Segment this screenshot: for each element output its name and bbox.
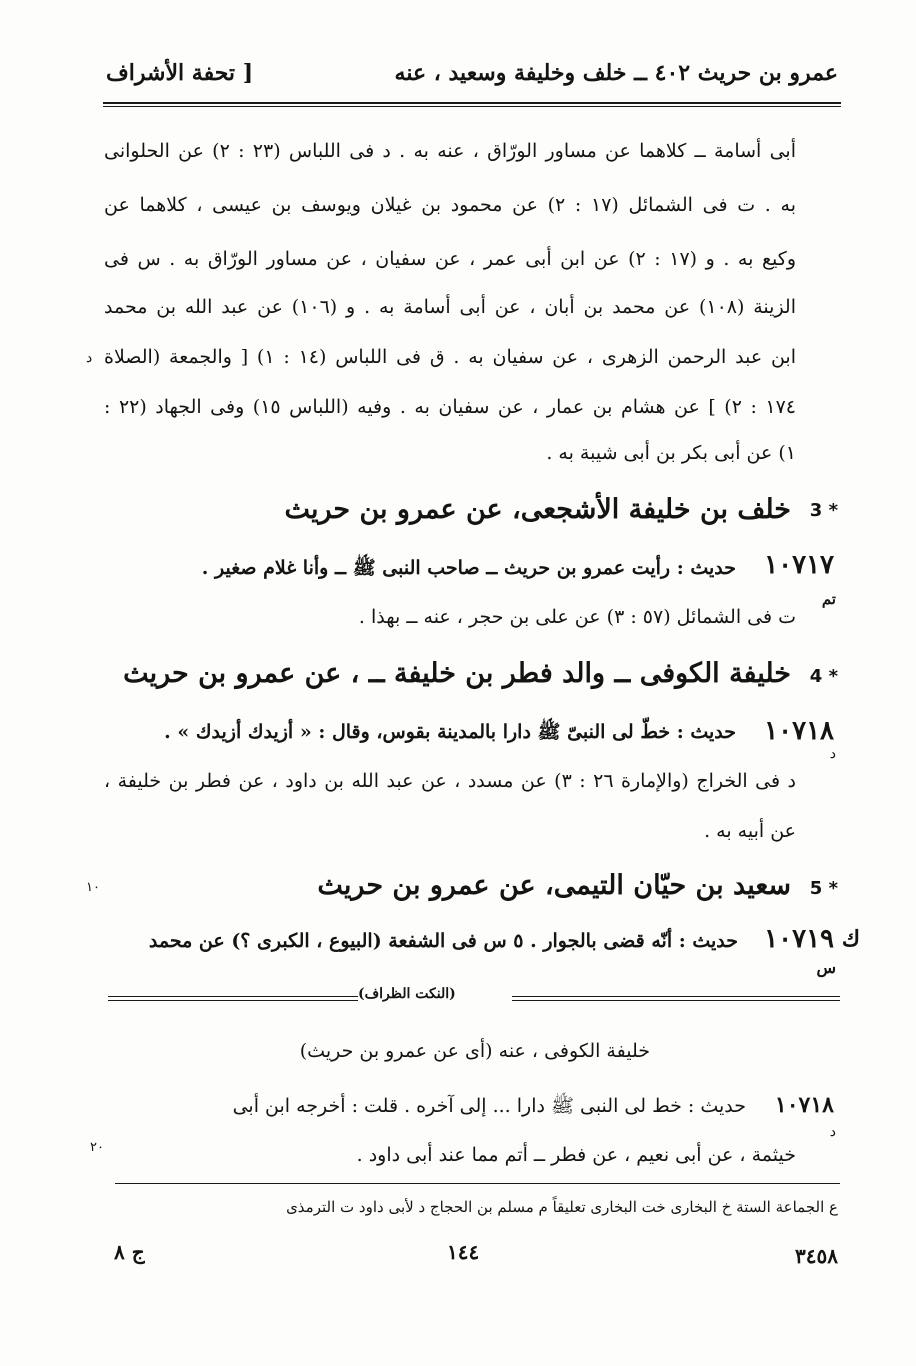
entry-heading: سعيد بن حيّان التيمى، عن عمرو بن حريث xyxy=(317,870,791,901)
hadith-text: حديث : أنّه قضى بالجوار . ٥ س فى الشفعة (البيوع ، الكبرى ؟) عن محمد xyxy=(148,930,738,952)
hadith-text: حديث : خطّ لى النبىّ ﷺ دارا بالمدينة بقوس، وقال : « أزيدك أزيدك » . xyxy=(164,721,736,743)
divider-line-right-2 xyxy=(512,1000,840,1001)
divider-line-left-2 xyxy=(108,1000,358,1001)
source-line: عن أبيه به . xyxy=(704,820,796,842)
body-line-2: به . ت فى الشمائل (١٧ : ٢) عن محمود بن غيلان ويوسف بن عيسى ، كلاهما عن xyxy=(104,194,796,216)
side-siglum: س xyxy=(816,958,836,977)
body-line-4: الزينة (١٠٨) عن محمد بن أبان ، عن أبى أسامة به . و (١٠٦) عن عبد الله بن محمد xyxy=(104,296,796,318)
divider-label: (النكت الظراف) xyxy=(358,986,456,1002)
notes-line-2: خيثمة ، عن أبى نعيم ، عن فطر ــ أتم مما عند أبى داود . xyxy=(356,1144,796,1166)
source-line: د فى الخراج (والإمارة ٢٦ : ٣) عن مسدد ، عن عبد الله بن داود ، عن فطر بن خليفة ، xyxy=(104,770,797,792)
margin-line-number: ١٠ xyxy=(86,880,100,895)
page-number: ١٤٤ xyxy=(447,1240,480,1264)
hadith-text: حديث : رأيت عمرو بن حريث ــ صاحب النبى ﷺ ــ وأنا غلام صغير . xyxy=(201,557,736,579)
margin-note-d: د xyxy=(86,350,93,366)
divider-line-right xyxy=(512,996,840,997)
entry-marker: 4 * xyxy=(809,666,838,687)
footer-rule xyxy=(115,1183,840,1184)
body-line-7: ١) عن أبى بكر بن أبى شيبة به . xyxy=(546,442,796,464)
entry-marker: 5 * xyxy=(809,878,838,899)
entry-heading: خليفة الكوفى ــ والد فطر بن خليفة ــ ، عن عمرو بن حريث xyxy=(123,658,791,689)
body-line-3: وكيع به . و (١٧ : ٢) عن ابن أبى عمر ، عن سفيان ، عن مساور الورّاق به . س فى xyxy=(104,248,797,270)
body-line-1: أبى أسامة ــ كلاهما عن مساور الورّاق ، عنه به . د فى اللباس (٢٣ : ٢) عن الحلوانى xyxy=(104,140,796,162)
divider-line-left xyxy=(108,996,358,997)
prefix-siglum: ك xyxy=(841,926,860,952)
notes-title: خليفة الكوفى ، عنه (أى عن عمرو بن حريث) xyxy=(299,1040,650,1062)
hadith-number: ١٠٧١٩ xyxy=(764,924,834,954)
volume-label: ج ٨ xyxy=(114,1240,145,1264)
body-line-6: ١٧٤ : ٢) ] عن هشام بن عمار ، عن سفيان به . وفيه (اللباس ١٥) وفى الجهاد (٢٢ : xyxy=(104,396,796,418)
sigla-legend: ع الجماعة الستة خ البخارى خت البخارى تعليقاً م مسلم بن الحجاج د لأبى داود ت الترمذى xyxy=(286,1198,838,1216)
notes-side-siglum: د xyxy=(829,1124,836,1140)
entry-heading: خلف بن خليفة الأشجعى، عن عمرو بن حريث xyxy=(284,494,791,525)
body-line-5: ابن عبد الرحمن الزهرى ، عن سفيان به . ق فى اللباس (١٤ : ١) [ والجمعة (الصلاة xyxy=(104,346,796,368)
hadith-number: ١٠٧١٨ xyxy=(764,716,834,746)
side-siglum: د xyxy=(829,746,836,762)
side-siglum: تم xyxy=(821,590,836,608)
header-rule xyxy=(103,102,841,104)
running-header-book: [ تحفة الأشراف xyxy=(106,60,254,86)
notes-line-1: حديث : خط لى النبى ﷺ دارا ... إلى آخره . قلت : أخرجه ابن أبى xyxy=(232,1095,746,1117)
notes-number: ١٠٧١٨ xyxy=(774,1092,834,1118)
hadith-number: ١٠٧١٧ xyxy=(764,550,834,580)
footer-volume-number: ٣٤٥٨ xyxy=(795,1244,838,1268)
entry-marker: 3 * xyxy=(809,500,838,521)
margin-line-number: ٢٠ xyxy=(90,1140,104,1155)
running-header-title: عمرو بن حريث ٤٠٢ ــ خلف وخليفة وسعيد ، عنه xyxy=(394,60,838,86)
source-line: ت فى الشمائل (٥٧ : ٣) عن على بن حجر ، عنه ــ بهذا . xyxy=(358,606,796,628)
header-rule-thin xyxy=(103,106,841,107)
